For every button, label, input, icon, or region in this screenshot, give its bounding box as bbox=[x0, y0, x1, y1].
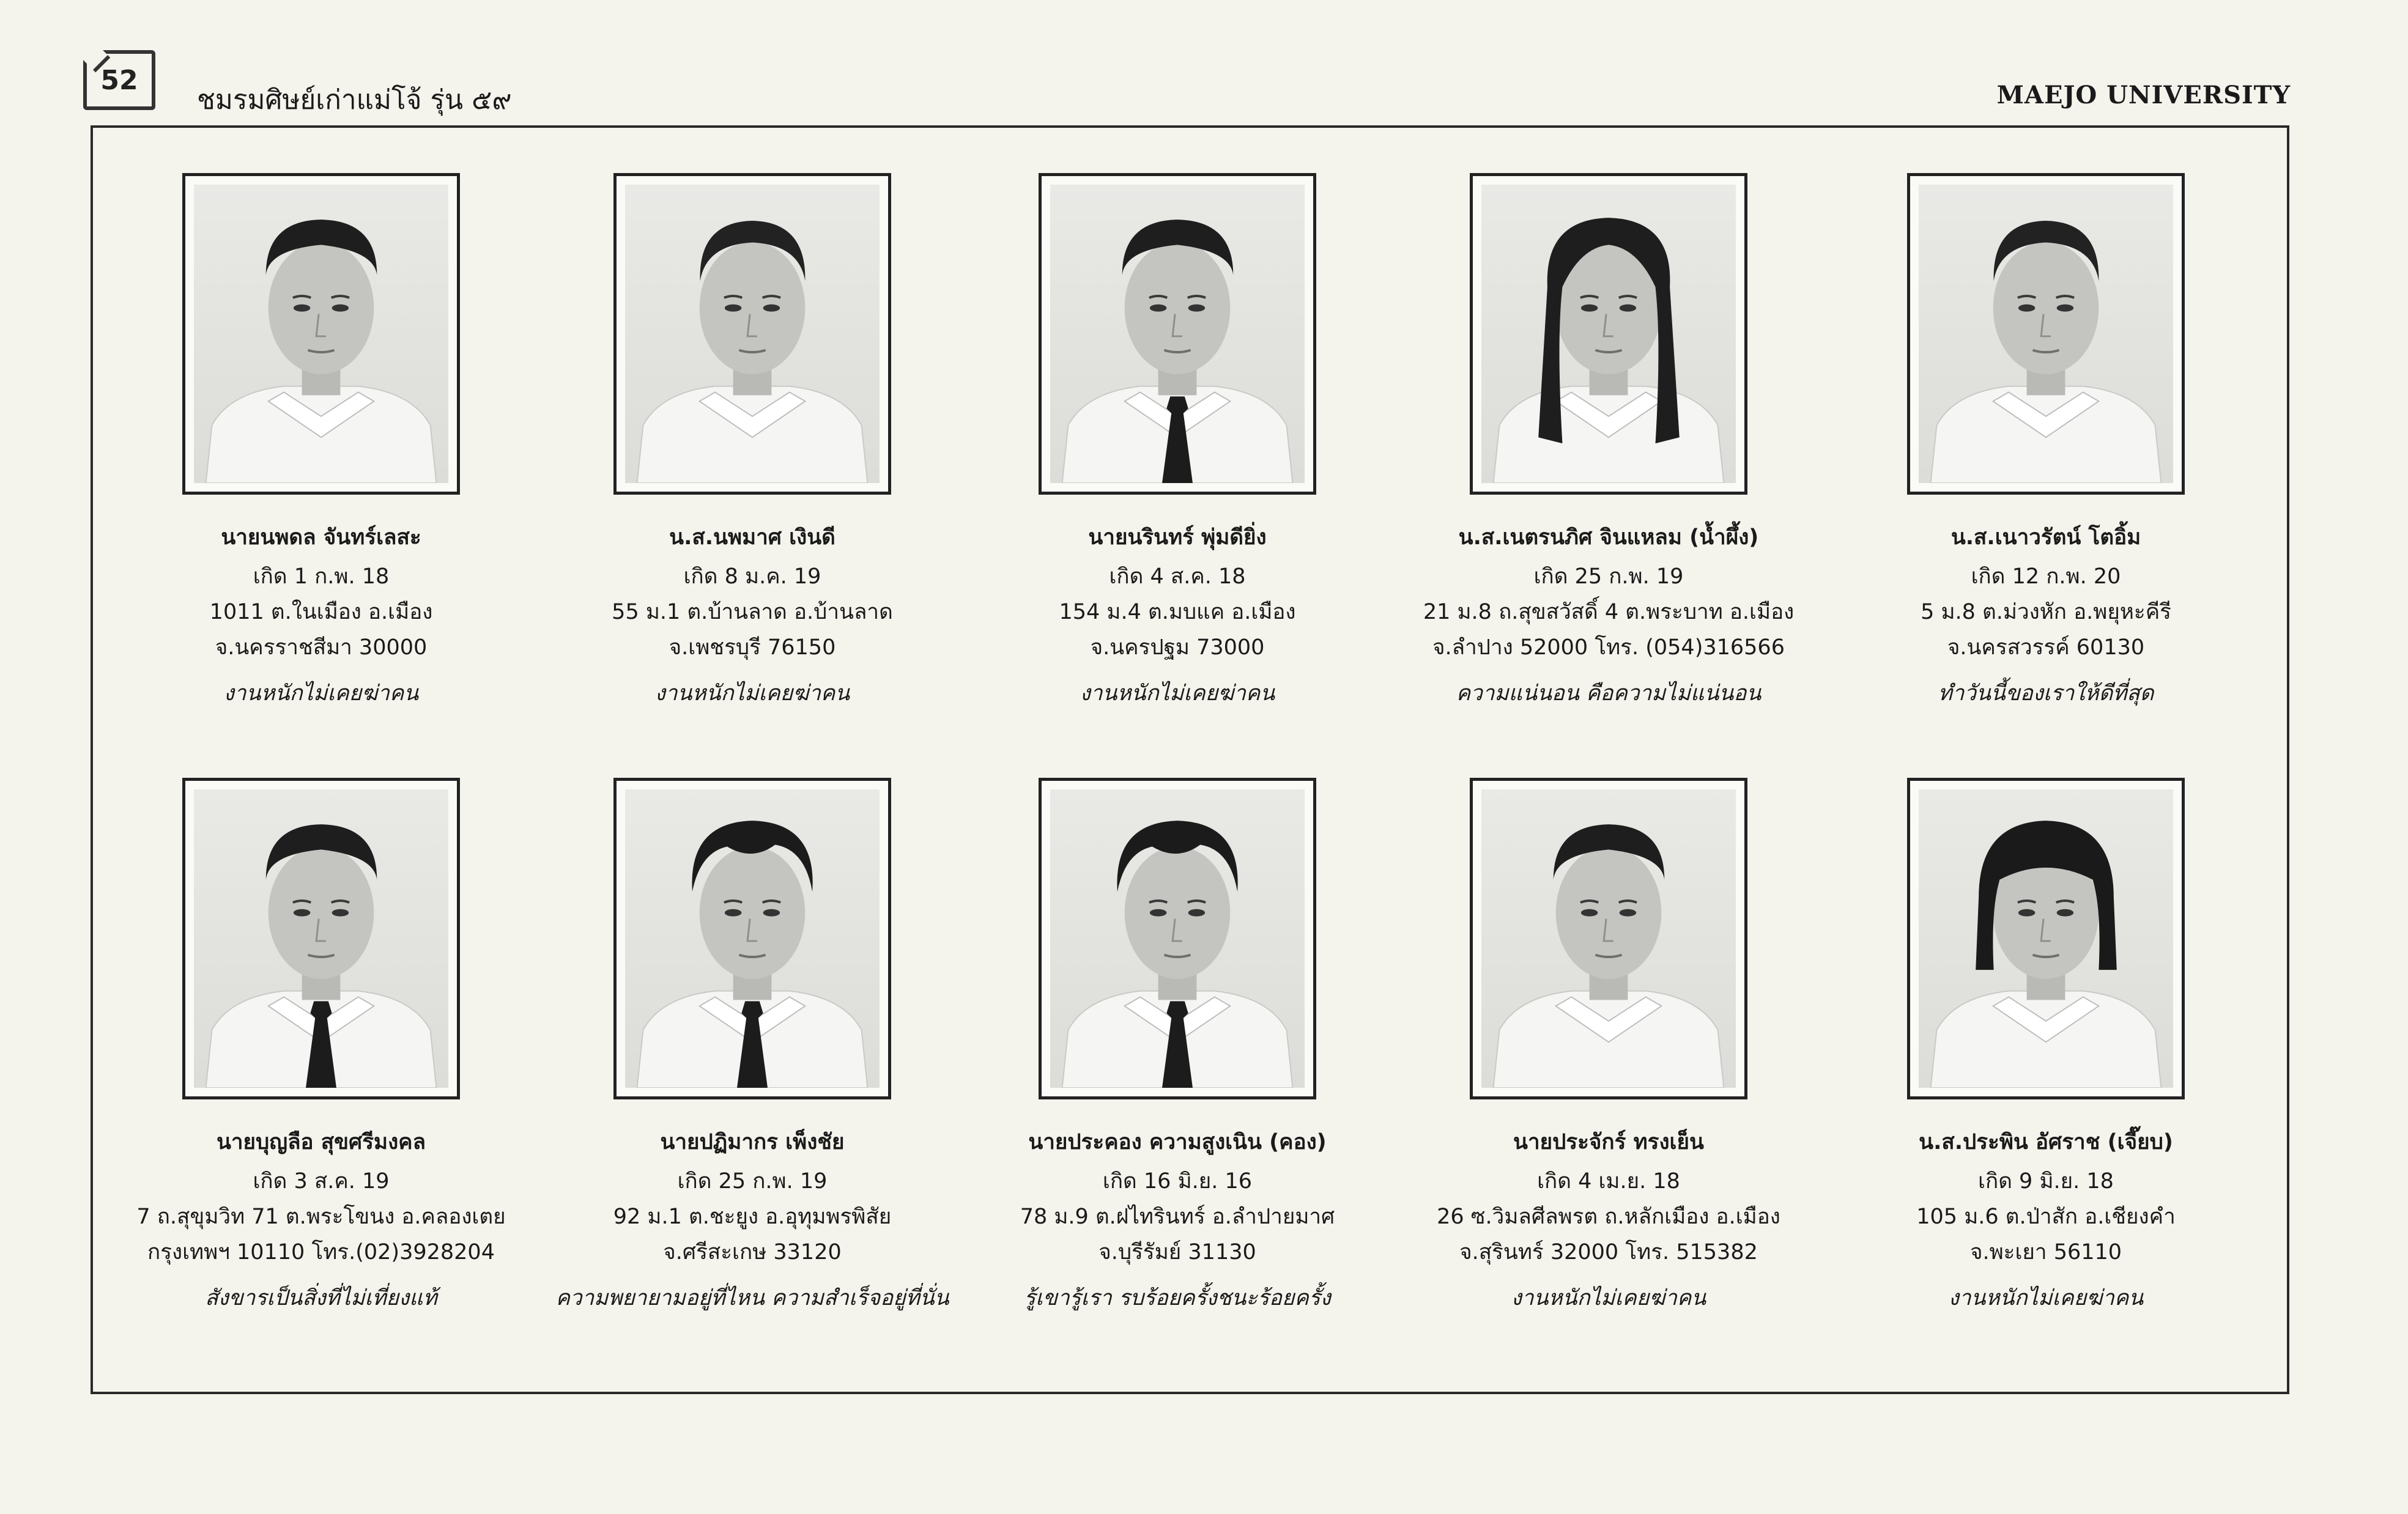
birth-date: เกิด 4 เม.ย. 18 bbox=[1537, 1169, 1680, 1194]
birth-date: เกิด 25 ก.พ. 19 bbox=[677, 1169, 828, 1194]
address-line: จ.สุรินทร์ 32000 โทร. 515382 bbox=[1459, 1240, 1758, 1265]
address-line: จ.นครปฐม 73000 bbox=[1090, 635, 1265, 660]
student-motto: งานหนักไม่เคยฆ่าคน bbox=[223, 681, 419, 706]
portrait-image bbox=[194, 789, 448, 1088]
student-photo bbox=[1039, 173, 1316, 495]
address-line: จ.ลำปาง 52000 โทร. (054)316566 bbox=[1432, 635, 1785, 660]
student-entry bbox=[538, 173, 966, 710]
address-line: กรุงเทพฯ 10110 โทร.(02)3928204 bbox=[147, 1240, 495, 1265]
birth-date: เกิด 4 ส.ค. 18 bbox=[1109, 564, 1246, 589]
birth-date: เกิด 25 ก.พ. 19 bbox=[1533, 564, 1684, 589]
student-photo bbox=[1039, 778, 1316, 1099]
student-entry bbox=[538, 778, 966, 1315]
student-entry bbox=[963, 173, 1391, 710]
student-photo bbox=[613, 173, 891, 495]
portrait-image bbox=[1481, 789, 1736, 1088]
birth-date: เกิด 3 ส.ค. 19 bbox=[253, 1169, 390, 1194]
birth-date: เกิด 9 มิ.ย. 18 bbox=[1978, 1169, 2114, 1194]
student-motto: สังขารเป็นสิ่งที่ไม่เที่ยงแท้ bbox=[205, 1286, 437, 1310]
student-photo bbox=[1470, 778, 1747, 1099]
student-entry bbox=[1832, 778, 2260, 1315]
student-name: นายบุญลือ สุขศรีมงคล bbox=[216, 1130, 426, 1154]
student-motto: งานหนักไม่เคยฆ่าคน bbox=[1511, 1286, 1706, 1310]
student-name: น.ส.ประพิน อัศราช (เจี๊ยบ) bbox=[1919, 1130, 2173, 1154]
student-photo bbox=[1470, 173, 1747, 495]
student-entry bbox=[107, 778, 535, 1315]
student-motto: ความแน่นอน คือความไม่แน่นอน bbox=[1456, 681, 1762, 706]
address-line: 7 ถ.สุขุมวิท 71 ต.พระโขนง อ.คลองเตย bbox=[136, 1205, 506, 1229]
address-line: 21 ม.8 ถ.สุขสวัสดิ์ 4 ต.พระบาท อ.เมือง bbox=[1423, 600, 1795, 624]
portrait-image bbox=[1481, 185, 1736, 483]
student-motto: งานหนักไม่เคยฆ่าคน bbox=[654, 681, 850, 706]
birth-date: เกิด 8 ม.ค. 19 bbox=[683, 564, 821, 589]
student-motto: ความพยายามอยู่ที่ไหน ความสำเร็จอยู่ที่นั่น bbox=[555, 1286, 949, 1310]
student-photo bbox=[182, 778, 460, 1099]
university-name: MAEJO UNIVERSITY bbox=[1996, 81, 2291, 109]
address-line: 1011 ต.ในเมือง อ.เมือง bbox=[209, 600, 433, 624]
student-entry bbox=[1395, 778, 1823, 1315]
student-motto: รู้เขารู้เรา รบร้อยครั้งชนะร้อยครั้ง bbox=[1024, 1286, 1331, 1310]
address-line: จ.นครราชสีมา 30000 bbox=[215, 635, 428, 660]
student-entry bbox=[107, 173, 535, 710]
address-line: 105 ม.6 ต.ป่าสัก อ.เชียงคำ bbox=[1916, 1205, 2176, 1229]
student-name: นายนพดล จันทร์เลสะ bbox=[221, 525, 421, 550]
student-motto: งานหนักไม่เคยฆ่าคน bbox=[1948, 1286, 2144, 1310]
student-photo bbox=[182, 173, 460, 495]
student-motto: งานหนักไม่เคยฆ่าคน bbox=[1080, 681, 1275, 706]
student-name: น.ส.นพมาศ เงินดี bbox=[669, 525, 835, 550]
portrait-image bbox=[1050, 185, 1305, 483]
student-name: น.ส.เนตรนภิศ จินแหลม (น้ำผึ้ง) bbox=[1458, 525, 1759, 550]
address-line: จ.นครสวรรค์ 60130 bbox=[1947, 635, 2145, 660]
address-line: 78 ม.9 ต.ฝไทรินทร์ อ.ลำปายมาศ bbox=[1020, 1205, 1335, 1229]
portrait-image bbox=[194, 185, 448, 483]
student-entry bbox=[1832, 173, 2260, 710]
student-photo bbox=[1907, 173, 2185, 495]
portrait-image bbox=[625, 789, 880, 1088]
student-name: นายนรินทร์ พุ่มดียิ่ง bbox=[1088, 525, 1267, 550]
address-line: จ.ศรีสะเกษ 33120 bbox=[663, 1240, 842, 1265]
portrait-image bbox=[1050, 789, 1305, 1088]
address-line: 92 ม.1 ต.ชะยูง อ.อุทุมพรพิสัย bbox=[613, 1205, 892, 1229]
birth-date: เกิด 12 ก.พ. 20 bbox=[1971, 564, 2121, 589]
student-photo bbox=[1907, 778, 2185, 1099]
student-name: นายประจักร์ ทรงเย็น bbox=[1513, 1130, 1704, 1154]
student-photo bbox=[613, 778, 891, 1099]
address-line: 55 ม.1 ต.บ้านลาด อ.บ้านลาด bbox=[612, 600, 893, 624]
address-line: จ.เพชรบุรี 76150 bbox=[669, 635, 836, 660]
student-name: นายปฏิมากร เพ็งชัย bbox=[660, 1130, 845, 1154]
student-entry bbox=[963, 778, 1391, 1315]
student-motto: ทำวันนี้ของเราให้ดีที่สุด bbox=[1938, 681, 2154, 706]
address-line: 154 ม.4 ต.มบแค อ.เมือง bbox=[1059, 600, 1296, 624]
birth-date: เกิด 16 มิ.ย. 16 bbox=[1102, 1169, 1253, 1194]
student-name: น.ส.เนาวรัตน์ โตอิ้ม bbox=[1950, 525, 2141, 550]
address-line: จ.บุรีรัมย์ 31130 bbox=[1098, 1240, 1256, 1265]
portrait-image bbox=[1919, 789, 2173, 1088]
page-number: 52 bbox=[83, 50, 155, 110]
portrait-image bbox=[625, 185, 880, 483]
birth-date: เกิด 1 ก.พ. 18 bbox=[253, 564, 390, 589]
student-name: นายประคอง ความสูงเนิน (คอง) bbox=[1028, 1130, 1327, 1154]
header-title: ชมรมศิษย์เก่าแม่โจ้ รุ่น ๕๙ bbox=[197, 84, 512, 116]
address-line: 26 ซ.วิมลศีลพรต ถ.หลักเมือง อ.เมือง bbox=[1437, 1205, 1780, 1229]
portrait-image bbox=[1919, 185, 2173, 483]
address-line: จ.พะเยา 56110 bbox=[1969, 1240, 2122, 1265]
address-line: 5 ม.8 ต.ม่วงหัก อ.พยุหะคีรี bbox=[1921, 600, 2171, 624]
student-entry bbox=[1395, 173, 1823, 710]
